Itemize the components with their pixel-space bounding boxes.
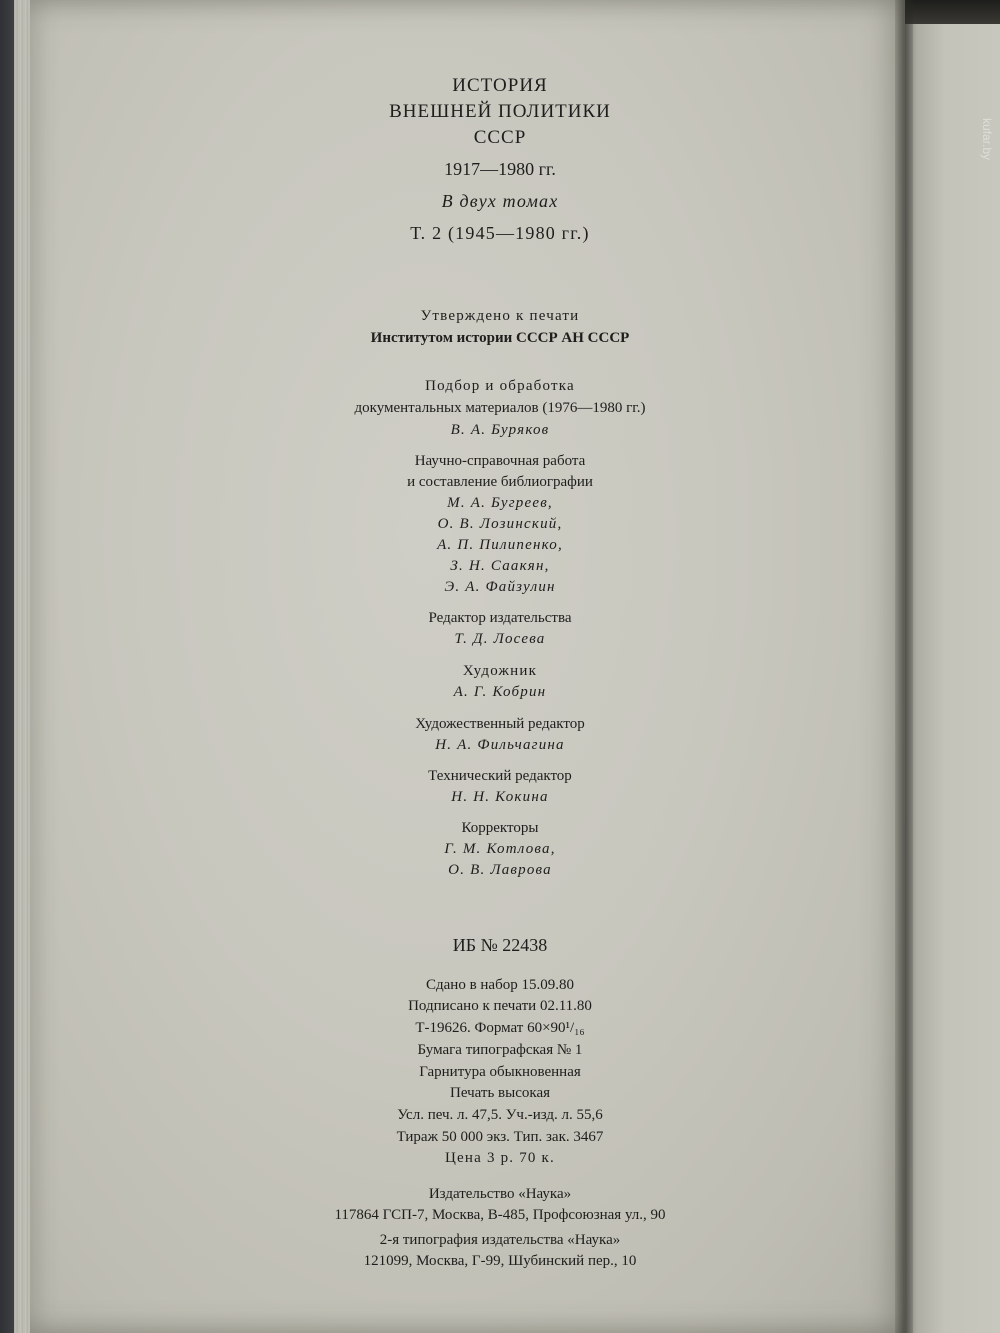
title-line-3: СССР [473, 127, 527, 148]
watermark: kufar.by [980, 117, 994, 160]
title-volume: Т. 2 (1945—1980 гг.) [410, 223, 590, 243]
credit-name: З. Н. Саакян, [450, 558, 550, 574]
ib-number: ИБ № 22438 [452, 935, 548, 955]
publisher-name: Издательство «Наука» [428, 1186, 572, 1202]
credit-name: Н. Н. Кокина [451, 789, 549, 805]
credit-name: А. Г. Кобрин [453, 684, 547, 700]
credit-role: Научно-справочная работа [414, 453, 586, 469]
credit-role: Художник [462, 663, 538, 679]
imprint-line: Подписано к печати 02.11.80 [408, 998, 592, 1014]
printer-address: 121099, Москва, Г-99, Шубинский пер., 10 [363, 1253, 637, 1269]
credit-name: О. В. Лаврова [448, 862, 552, 878]
credit-name: М. А. Бугреев, [447, 495, 553, 511]
imprint-line: Печать высокая [449, 1085, 550, 1101]
credit-name: Т. Д. Лосева [454, 631, 546, 647]
credit-role: Корректоры [461, 820, 539, 836]
credit-name: Н. А. Фильчагина [435, 737, 565, 753]
title-line-2: ВНЕШНЕЙ ПОЛИТИКИ [389, 101, 611, 122]
publisher-address: 117864 ГСП-7, Москва, В-485, Профсоюзная ул., 90 [334, 1207, 666, 1223]
imprint-line: Тираж 50 000 экз. Тип. зак. 3467 [396, 1129, 604, 1145]
imprint-price: Цена 3 р. 70 к. [445, 1150, 555, 1166]
title-years: 1917—1980 гг. [444, 159, 556, 179]
imprint-line: Сдано в набор 15.09.80 [426, 977, 574, 993]
credit-role: и составление библиографии [407, 474, 593, 490]
credit-name: Э. А. Файзулин [444, 579, 556, 595]
printer-name: 2-я типография издательства «Наука» [379, 1232, 621, 1248]
imprint-line: Т-19626. Формат 60×90¹/₁₆ [415, 1020, 585, 1036]
credit-name: А. П. Пилипенко, [437, 537, 563, 553]
imprint-line: Бумага типографская № 1 [417, 1042, 583, 1058]
credit-name: Г. М. Котлова, [444, 841, 556, 857]
credit-role: Технический редактор [428, 768, 572, 784]
credit-role: Редактор издательства [428, 610, 572, 626]
approval-line-1: Утверждено к печати [420, 308, 580, 324]
credit-role: Художественный редактор [415, 716, 585, 732]
approval-line-2: Институтом истории СССР АН СССР [370, 330, 630, 346]
credit-name: О. В. Лозинский, [437, 516, 563, 532]
credit-name: В. А. Буряков [450, 422, 550, 438]
imprint-line: Гарнитура обыкновенная [419, 1064, 581, 1080]
credit-role: Подбор и обработка [425, 378, 575, 394]
title-volumes: В двух томах [441, 191, 559, 211]
imprint-line: Усл. печ. л. 47,5. Уч.-изд. л. 55,6 [397, 1107, 603, 1123]
credit-role: документальных материалов (1976—1980 гг.) [354, 400, 646, 416]
title-line-1: ИСТОРИЯ [452, 75, 548, 96]
